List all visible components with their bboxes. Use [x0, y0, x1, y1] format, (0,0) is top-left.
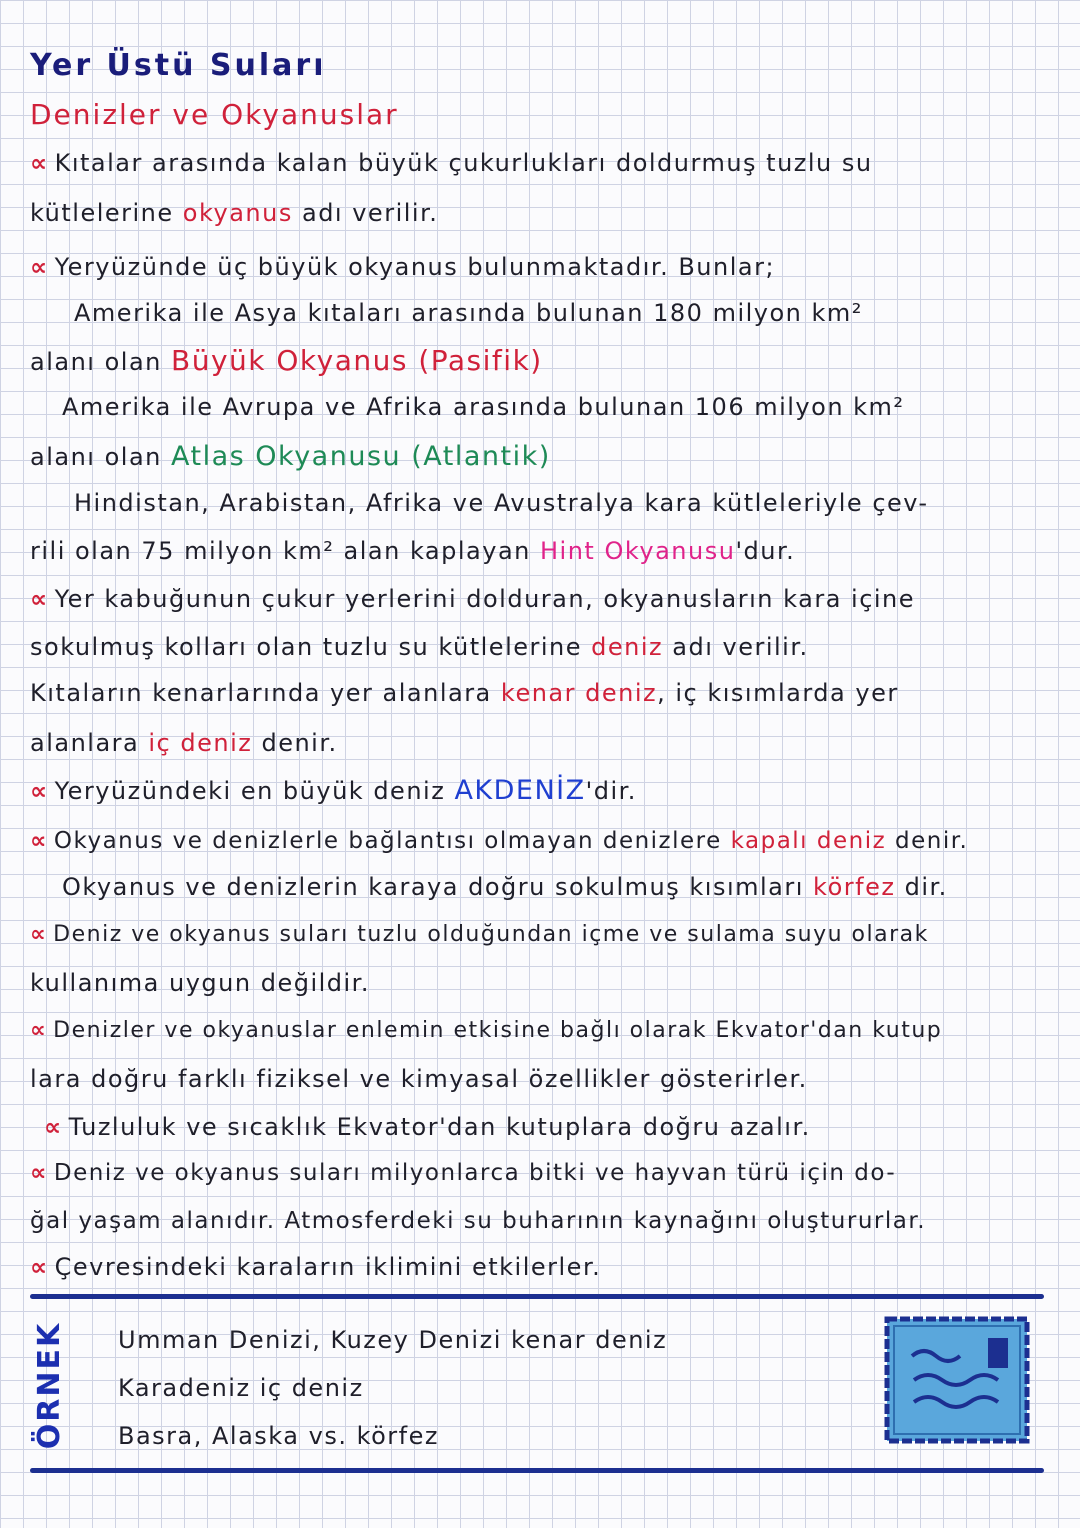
- bullet-icon: ∝: [30, 1253, 49, 1281]
- note-line-19: ∝ Denizler ve okyanuslar enlemin etkisine bağlı olarak Ekvator'dan kutup: [30, 1018, 943, 1043]
- term-hint-okyanusu: Hint Okyanusu: [540, 537, 736, 565]
- bullet-icon: ∝: [30, 777, 49, 805]
- note-line-12: Kıtaların kenarlarında yer alanlara kenar deniz, iç kısımlarda yer: [30, 679, 899, 707]
- bullet-icon: ∝: [30, 1160, 48, 1186]
- note-line-8: Hindistan, Arabistan, Afrika ve Avustralya kara kütleleriyle çev-: [74, 489, 929, 517]
- term-kapali-deniz: kapalı deniz: [730, 828, 887, 854]
- note-line-4: Amerika ile Asya kıtaları arasında bulunan 180 milyon km²: [74, 299, 863, 327]
- note-line-14: ∝ Yeryüzündeki en büyük deniz AKDENİZ'dir.: [30, 775, 637, 806]
- term-akdeniz: AKDENİZ: [454, 775, 586, 806]
- term-korfez: körfez: [813, 873, 896, 901]
- bullet-icon: ∝: [44, 1113, 63, 1141]
- note-line-22: ∝ Deniz ve okyanus suları milyonlarca bitki ve hayvan türü için do-: [30, 1160, 897, 1186]
- note-line-21: ∝ Tuzluluk ve sıcaklık Ekvator'dan kutuplara doğru azalır.: [44, 1113, 811, 1141]
- term-atlas-okyanusu: Atlas Okyanusu (Atlantik): [171, 441, 551, 472]
- postcard-stamp-icon: [884, 1316, 1030, 1444]
- page-title: Yer Üstü Suları: [30, 48, 327, 83]
- example-row-1: Umman Denizi, Kuzey Denizi kenar deniz: [118, 1326, 668, 1354]
- note-line-5: alanı olan Büyük Okyanus (Pasifik): [30, 344, 543, 377]
- note-line-9: rili olan 75 milyon km² alan kaplayan Hint Okyanusu'dur.: [30, 537, 796, 565]
- note-line-10: ∝ Yer kabuğunun çukur yerlerini dolduran, okyanusların kara içine: [30, 585, 916, 613]
- note-line-13: alanlara iç deniz denir.: [30, 729, 338, 757]
- bullet-icon: ∝: [30, 149, 49, 177]
- bullet-icon: ∝: [30, 253, 49, 281]
- section-subtitle: Denizler ve Okyanuslar: [30, 98, 399, 131]
- example-bottom-rule: [30, 1468, 1044, 1473]
- bullet-icon: ∝: [30, 828, 48, 854]
- term-buyuk-okyanus: Büyük Okyanus (Pasifik): [171, 344, 543, 377]
- note-line-7: alanı olan Atlas Okyanusu (Atlantik): [30, 441, 551, 472]
- note-line-3: ∝ Yeryüzünde üç büyük okyanus bulunmaktadır. Bunlar;: [30, 253, 776, 281]
- note-line-2: kütlelerine okyanus adı verilir.: [30, 199, 439, 227]
- note-line-24: ∝ Çevresindeki karaların iklimini etkilerler.: [30, 1253, 602, 1281]
- term-okyanus: okyanus: [182, 199, 293, 227]
- note-line-1: ∝ Kıtalar arasında kalan büyük çukurlukları doldurmuş tuzlu su: [30, 149, 873, 177]
- note-line-20: lara doğru farklı fiziksel ve kimyasal özellikler gösterirler.: [30, 1065, 808, 1093]
- note-line-16: Okyanus ve denizlerin karaya doğru sokulmuş kısımları körfez dir.: [62, 873, 948, 901]
- bullet-icon: ∝: [30, 1018, 48, 1043]
- note-line-11: sokulmuş kolları olan tuzlu su kütlelerine deniz adı verilir.: [30, 633, 809, 661]
- example-label: ÖRNEK: [32, 1321, 68, 1449]
- note-line-15: ∝ Okyanus ve denizlerle bağlantısı olmayan denizlere kapalı deniz denir.: [30, 828, 969, 854]
- bullet-icon: ∝: [30, 922, 48, 947]
- note-line-23: ğal yaşam alanıdır. Atmosferdeki su buharının kaynağını oluştururlar.: [30, 1208, 927, 1234]
- note-line-17: ∝ Deniz ve okyanus suları tuzlu olduğundan içme ve sulama suyu olarak: [30, 922, 929, 947]
- bullet-icon: ∝: [30, 585, 49, 613]
- example-row-3: Basra, Alaska vs. körfez: [118, 1422, 439, 1450]
- term-kenar-deniz: kenar deniz: [500, 679, 658, 707]
- note-line-6: Amerika ile Avrupa ve Afrika arasında bulunan 106 milyon km²: [62, 393, 905, 421]
- note-line-18: kullanıma uygun değildir.: [30, 969, 370, 997]
- term-ic-deniz: iç deniz: [148, 729, 253, 757]
- example-top-rule: [30, 1294, 1044, 1299]
- term-deniz: deniz: [591, 633, 664, 661]
- example-row-2: Karadeniz iç deniz: [118, 1374, 364, 1402]
